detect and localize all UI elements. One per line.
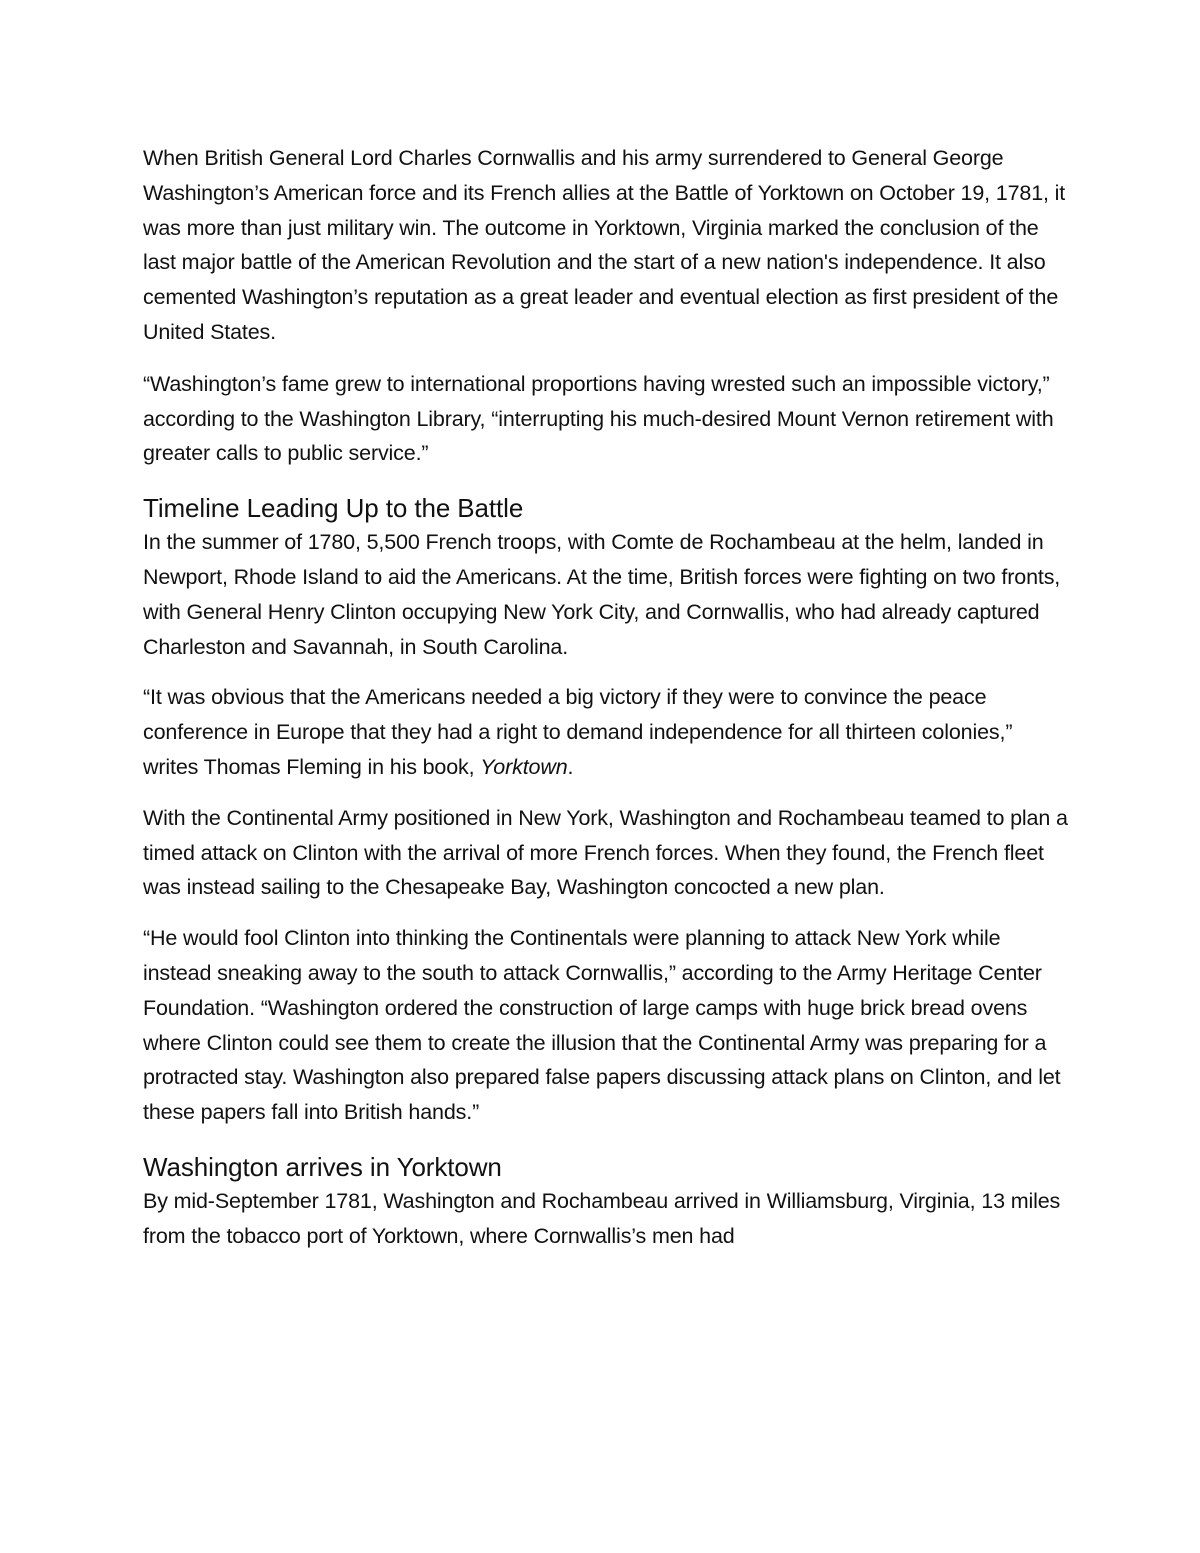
fleming-quote-paragraph xyxy=(143,680,1068,784)
intro-paragraph: When British General Lord Charles Cornwallis and his army surrendered to General George Washington’s American force and its French allies at the Battle of Yorktown on October 19, 1781, it was more than just military win. The outcome in Yorktown, Virginia marked the conclusion of the last major battle of the American Revolution and the start of a new nation's independence. It also cemented Washington’s reputation as a great leader and eventual election as first president of the United States. xyxy=(143,146,1066,344)
arrives-yorktown-heading: Washington arrives in Yorktown xyxy=(143,1151,502,1182)
fleming-quote-text: “It was obvious that the Americans needed a big victory if they were to convince the peace conference in Europe that they had a right to demand independence for all thirteen colonies,” writes Thomas Fleming in his book, xyxy=(143,685,1013,779)
arrival-paragraph: By mid-September 1781, Washington and Rochambeau arrived in Williamsburg, Virginia, 13 miles from the tobacco port of Yorktown, where Cornwallis’s men had xyxy=(143,1188,1061,1248)
document-page xyxy=(143,141,1068,1271)
heritage-center-quote-paragraph: “He would fool Clinton into thinking the Continentals were planning to attack New York while instead sneaking away to the south to attack Cornwallis,” according to the Army Heritage Center Foundation. “Washington ordered the construction of large camps with huge brick bread ovens where Clinton could see them to create the illusion that the Continental Army was preparing for a protracted stay. Washington also prepared false papers discussing attack plans on Clinton, and let these papers fall into British hands.” xyxy=(143,926,1061,1125)
book-title-yorktown: Yorktown xyxy=(480,754,568,779)
timeline-paragraph: In the summer of 1780, 5,500 French troops, with Comte de Rochambeau at the helm, landed in Newport, Rhode Island to aid the Americans. At the time, British forces were fighting on two fronts, with General Henry Clinton occupying New York City, and Cornwallis, who had already captured Charleston and Savannah, in South Carolina. xyxy=(143,530,1061,659)
washington-library-quote-paragraph: “Washington’s fame grew to international proportions having wrested such an impossible victory,” according to the Washington Library, “interrupting his much-desired Mount Vernon retirement with greater calls to public service.” xyxy=(143,371,1054,466)
timeline-heading: Timeline Leading Up to the Battle xyxy=(143,493,524,524)
continental-army-paragraph: With the Continental Army positioned in New York, Washington and Rochambeau teamed to plan a timed attack on Clinton with the arrival of more French forces. When they found, the French fleet was instead sailing to the Chesapeake Bay, Washington concocted a new plan. xyxy=(143,805,1068,900)
fleming-quote-end: . xyxy=(567,754,574,779)
